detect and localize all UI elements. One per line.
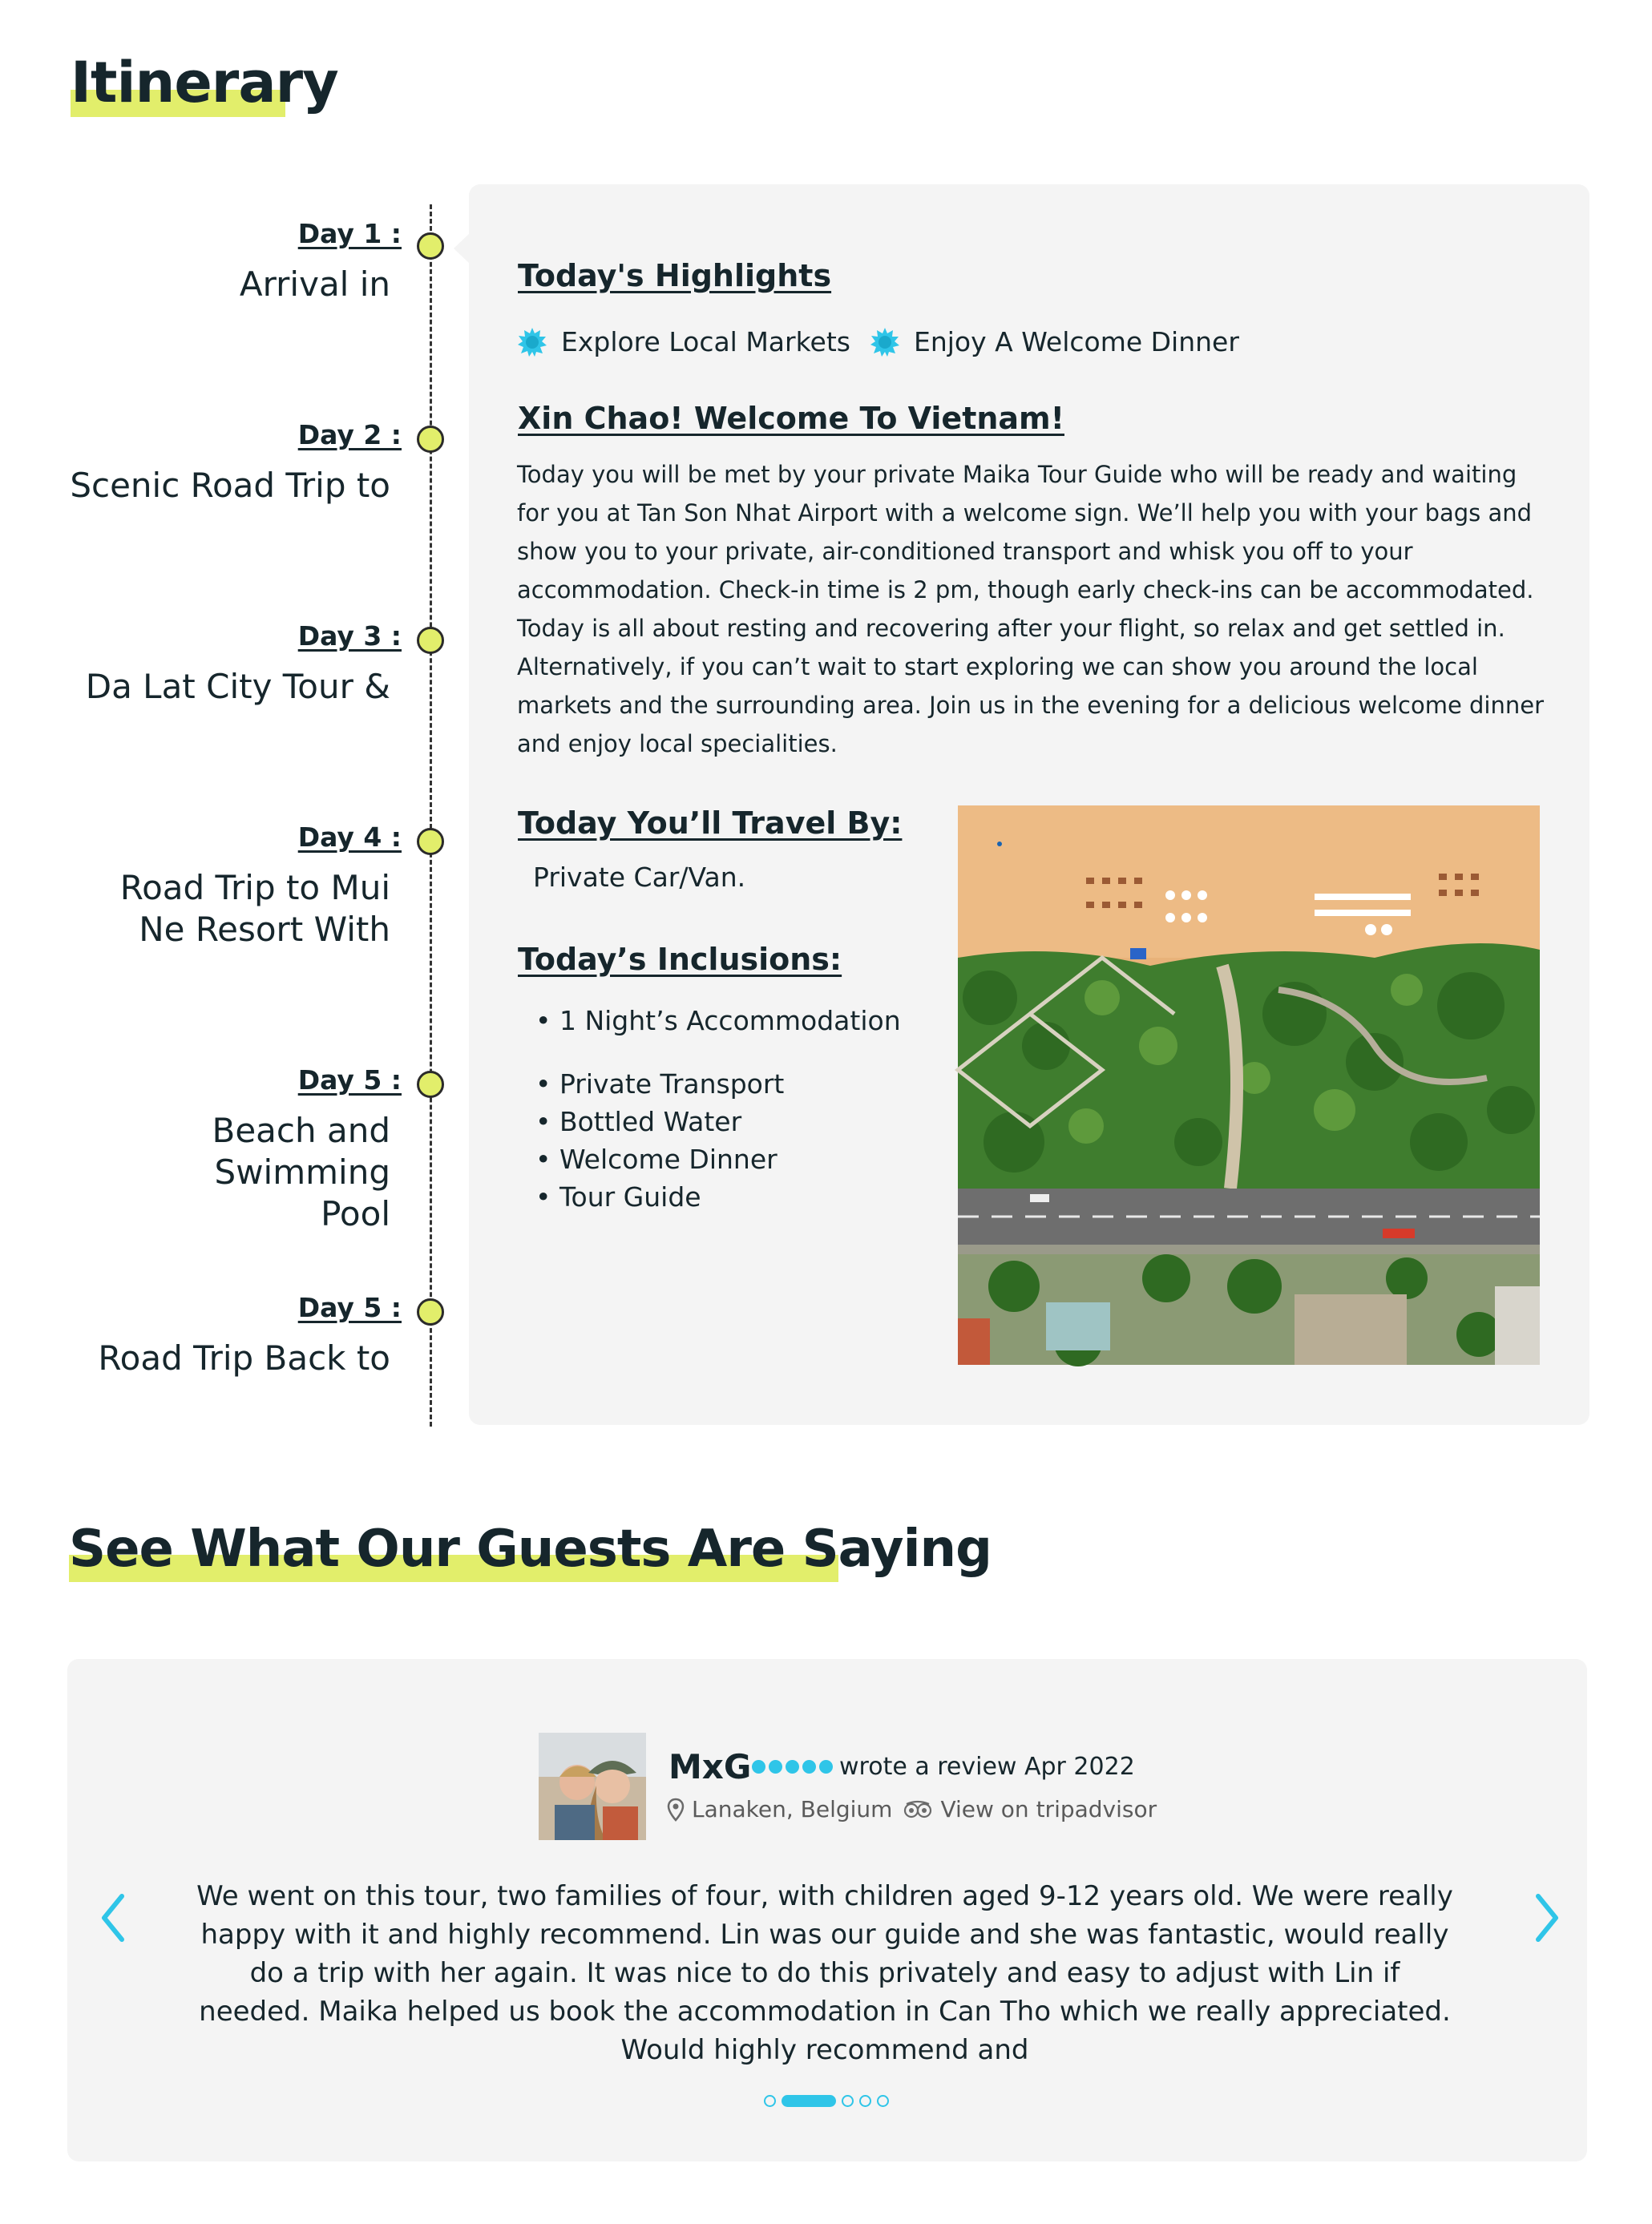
review-text: We went on this tour, two families of four, with children aged 9-12 years old. We were really happy with it and highly recommend. Lin was our guide and she was fantastic, would really do a trip with her again. It was nice to do this privately and easy to adjust with Lin if needed. Maika helped us book the accommodation in Can Tho which we really appreciated. Would highly recommend and xyxy=(196,1880,1453,2066)
tripadvisor-owl-icon xyxy=(903,1801,932,1818)
highlight-text: Explore Local Markets xyxy=(561,326,850,357)
inclusion-item: • 1 Night’s Accommodation xyxy=(535,1002,901,1039)
inclusion-item: • Welcome Dinner xyxy=(535,1140,784,1178)
day-description-2: Today is all about resting and recovering after your flight, so relax and get settled in. Alternatively, if you can’t wait to start exploring we can show you around the local markets and the surrounding area. Join us in the evening for a delicious welcome dinner and enjoy local specialities. xyxy=(517,615,1545,757)
inclusions-list xyxy=(535,1065,784,1216)
inclusions-list-first xyxy=(535,1002,901,1039)
timeline-dot[interactable] xyxy=(417,426,444,453)
aerial-beach-photo xyxy=(958,805,1540,1365)
timeline-dot[interactable] xyxy=(417,232,444,260)
sunburst-icon xyxy=(518,328,547,357)
day-title: Scenic Road Trip to xyxy=(70,466,390,505)
carousel-dot[interactable] xyxy=(842,2095,854,2107)
rating-bubble-icon xyxy=(752,1760,765,1774)
chevron-right-icon[interactable] xyxy=(1527,1890,1565,1946)
reviewer-location: Lanaken, Belgium xyxy=(692,1796,893,1822)
carousel-dot[interactable] xyxy=(877,2095,889,2107)
day-label: Day 1 : xyxy=(297,218,402,249)
timeline-dot[interactable] xyxy=(417,1298,444,1326)
chevron-left-icon[interactable] xyxy=(95,1890,133,1946)
day-title: Arrival in xyxy=(239,264,390,304)
carousel-pagination xyxy=(764,2095,889,2107)
timeline-line xyxy=(430,204,432,1427)
carousel-dot-active[interactable] xyxy=(782,2095,836,2107)
rating-bubbles xyxy=(752,1760,833,1774)
timeline-day-5[interactable] xyxy=(65,1064,402,1235)
day-label: Day 2 : xyxy=(297,419,402,450)
rating-bubble-icon xyxy=(769,1760,782,1774)
reviewer-avatar xyxy=(539,1733,646,1840)
carousel-dot[interactable] xyxy=(859,2095,871,2107)
inclusion-item: • Bottled Water xyxy=(535,1103,784,1140)
travel-heading: Today You’ll Travel By: xyxy=(518,805,903,841)
review-date: wrote a review Apr 2022 xyxy=(839,1753,1135,1781)
highlight-item xyxy=(870,326,1239,357)
rating-bubble-icon xyxy=(819,1760,833,1774)
highlight-text: Enjoy A Welcome Dinner xyxy=(914,326,1239,357)
welcome-heading: Xin Chao! Welcome To Vietnam! xyxy=(518,401,1064,436)
highlights-heading: Today's Highlights xyxy=(518,258,832,293)
day-title: Beach and Swimming Pool xyxy=(212,1111,390,1233)
timeline-day-4[interactable] xyxy=(65,821,402,951)
timeline-day-1[interactable] xyxy=(65,218,402,305)
tripadvisor-link[interactable]: View on tripadvisor xyxy=(940,1796,1157,1822)
itinerary-title: Itinerary xyxy=(71,50,338,115)
timeline-dot[interactable] xyxy=(417,828,444,855)
reviewer-name: MxG xyxy=(668,1747,752,1786)
inclusion-item: • Tour Guide xyxy=(535,1178,784,1216)
rating-bubble-icon xyxy=(786,1760,799,1774)
day-title: Road Trip Back to xyxy=(98,1338,390,1378)
day-label: Day 5 : xyxy=(297,1064,402,1096)
rating-bubble-icon xyxy=(802,1760,816,1774)
carousel-dot[interactable] xyxy=(764,2095,776,2107)
timeline-day-2[interactable] xyxy=(65,419,402,507)
timeline-day-3[interactable] xyxy=(65,620,402,708)
reviews-title: See What Our Guests Are Saying xyxy=(69,1520,992,1579)
day-title: Da Lat City Tour & xyxy=(85,667,390,706)
day-label: Day 4 : xyxy=(297,821,402,853)
card-pointer xyxy=(454,233,470,264)
inclusion-item: • Private Transport xyxy=(535,1065,784,1103)
day-label: Day 5 : xyxy=(297,1292,402,1323)
inclusions-heading: Today’s Inclusions: xyxy=(518,942,842,977)
timeline-dot[interactable] xyxy=(417,627,444,654)
travel-value: Private Car/Van. xyxy=(533,862,746,893)
day-label: Day 3 : xyxy=(297,620,402,652)
sunburst-icon xyxy=(870,328,899,357)
day-description-1: Today you will be met by your private Maika Tour Guide who will be ready and waiting for you at Tan Son Nhat Airport with a welcome sign. We’ll help you with your bags and show you to your private, air-conditioned transport and whisk you off to your accommodation. Check-in time is 2 pm, though early check-ins can be accommodated. xyxy=(517,461,1534,603)
timeline-day-6[interactable] xyxy=(65,1292,402,1379)
highlight-item xyxy=(518,326,850,357)
timeline-dot[interactable] xyxy=(417,1071,444,1098)
day-title: Road Trip to Mui Ne Resort With xyxy=(119,868,390,949)
review-location-row xyxy=(668,1796,1157,1822)
map-pin-icon xyxy=(668,1798,684,1821)
